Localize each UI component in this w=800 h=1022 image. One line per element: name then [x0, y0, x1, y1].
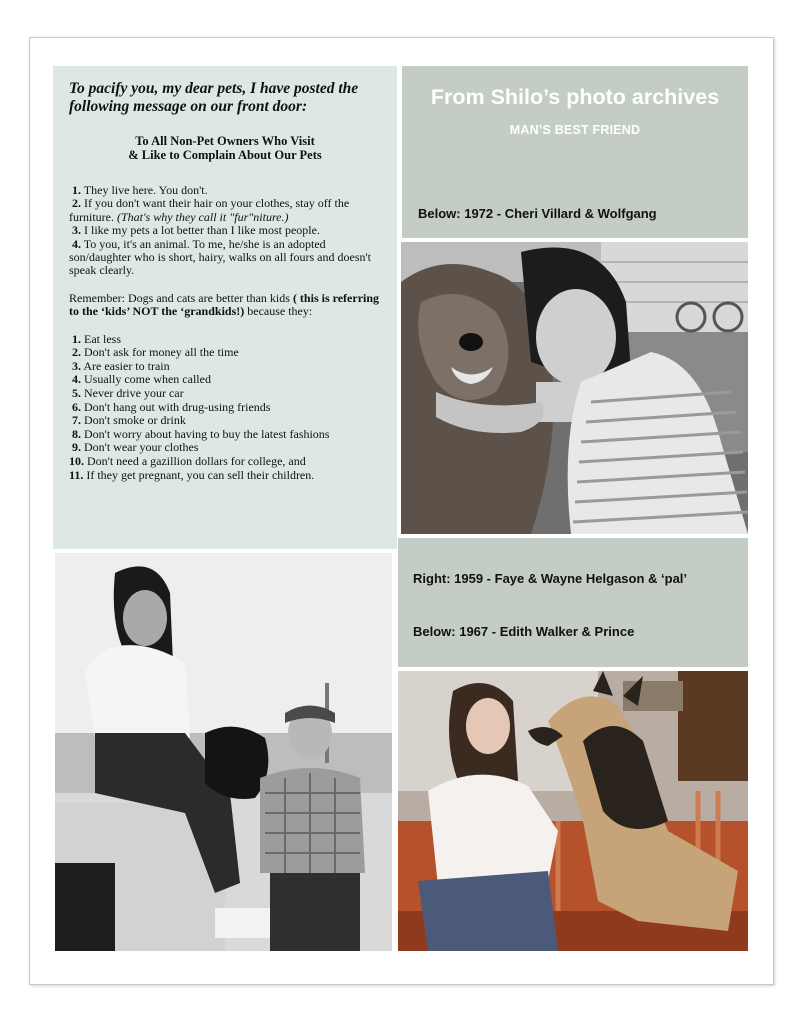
reason-item: 4. Usually come when called	[72, 372, 211, 387]
caption-1972: Below: 1972 - Cheri Villard & Wolfgang	[418, 206, 657, 221]
kid-reasons-list	[69, 333, 381, 483]
reason-item: 9. Don't wear your clothes	[72, 440, 199, 455]
notice-title-line2: & Like to Complain About Our Pets	[128, 148, 322, 162]
reason-item: 7. Don't smoke or drink	[72, 413, 186, 428]
reason-item: 3. Are easier to train	[72, 358, 170, 373]
archive-header-panel	[402, 66, 748, 238]
rule-item: 3. I like my pets a lot better than I like most people.	[72, 223, 320, 238]
reason-item: 10. Don't need a gazillion dollars for college, and	[69, 454, 306, 468]
caption-1967: Below: 1967 - Edith Walker & Prince	[413, 624, 635, 639]
rule-item: 4. To you, it's an animal. To me, he/she is an adopted son/daughter who is short, hairy, walks on all fours and doesn't speak clearly.	[69, 236, 372, 278]
photo-1972-girl-and-dog	[401, 242, 748, 534]
reason-item: 6. Don't hang out with drug-using friends	[72, 399, 271, 414]
caption-panel	[398, 538, 748, 667]
reason-item: 1. Eat less	[72, 331, 121, 346]
letter-panel	[53, 66, 397, 549]
reason-item: 5. Never drive your car	[72, 386, 184, 401]
photo-1959-children-and-dog	[55, 553, 392, 951]
archive-subtitle: MAN’S BEST FRIEND	[509, 123, 641, 137]
rules-list	[69, 184, 381, 278]
reason-item: 11. If they get pregnant, you can sell their children.	[69, 467, 315, 482]
notice-title	[69, 134, 381, 162]
letter-heading: To pacify you, my dear pets, I have posted the following message on our front door:	[69, 80, 359, 115]
notice-title-line1: To All Non-Pet Owners Who Visit	[135, 134, 315, 148]
photo-1967-woman-and-shepherd	[398, 671, 748, 951]
reason-item: 2. Don't ask for money all the time	[72, 345, 239, 360]
caption-1959: Right: 1959 - Faye & Wayne Helgason & ‘pal’	[413, 571, 688, 586]
rule-item: 1. They live here. You don't.	[72, 183, 208, 197]
reason-item: 8. Don't worry about having to buy the latest fashions	[72, 426, 330, 441]
archive-title: From Shilo’s photo archives	[430, 85, 720, 109]
rule-item: 2. If you don't want their hair on your clothes, stay off the furniture. (That's why they call it "fur"niture.)	[69, 196, 350, 224]
remember-paragraph: Remember: Dogs and cats are better than kids ( this is referring to the ‘kids’ NOT the ‘grandkids!) because they:	[69, 290, 380, 319]
